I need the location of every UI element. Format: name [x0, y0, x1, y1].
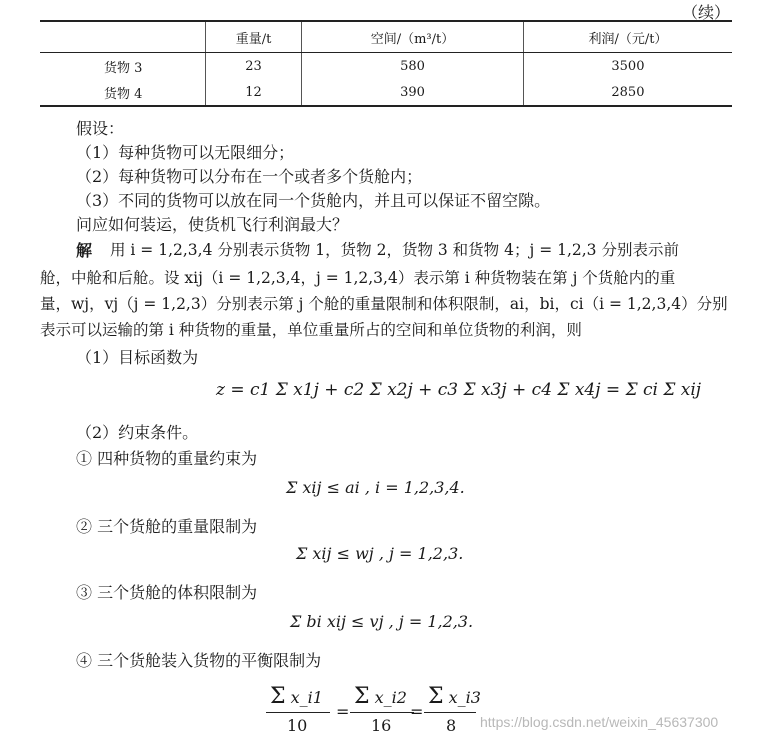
- solution-line: 量，wj，vj（j = 1,2,3）分别表示第 j 个舱的重量限制和体积限制，ai，bi，ci（i = 1,2,3,4）分别: [40, 295, 728, 313]
- continued-label: （续）: [681, 3, 730, 22]
- table-header-row: [40, 21, 732, 53]
- table-cell-profit: 2850: [523, 79, 732, 106]
- table-header-space: 空间/（m³/t）: [302, 21, 524, 53]
- table-cell-space: 390: [302, 79, 524, 106]
- cargo-table: [40, 20, 732, 107]
- table-cell-weight: 12: [206, 79, 302, 106]
- assumptions-title: 假设：: [76, 119, 125, 138]
- fraction-denominator: 16: [371, 716, 392, 735]
- constraint-title: ③ 三个货舱的体积限制为: [76, 583, 258, 602]
- table-cell-name: 货物 4: [40, 79, 206, 106]
- table-row: [40, 79, 732, 106]
- constraint-title: ① 四种货物的重量约束为: [76, 449, 258, 468]
- fraction-numerator: Σ x_i2: [354, 684, 407, 709]
- constraints-title: （2）约束条件。: [76, 423, 199, 442]
- table-cell-name: 货物 3: [104, 60, 143, 76]
- table-header-empty: [40, 21, 206, 53]
- fraction-denominator: 10: [287, 716, 308, 735]
- constraint-title: ④ 三个货舱装入货物的平衡限制为: [76, 651, 322, 670]
- table-header-weight: 重量/t: [206, 21, 302, 53]
- table-cell-weight: 23: [206, 53, 302, 80]
- constraint-title: ② 三个货舱的重量限制为: [76, 517, 258, 536]
- assumption-item: （2）每种货物可以分布在一个或者多个货舱内；: [76, 167, 423, 186]
- watermark-text: https://blog.csdn.net/weixin_45637300: [480, 714, 719, 730]
- objective-title: （1）目标函数为: [76, 348, 199, 367]
- fraction-numerator: Σ x_i3: [428, 684, 481, 709]
- fraction-numerator: Σ x_i1: [270, 684, 323, 709]
- solution-line: 用 i = 1,2,3,4 分别表示货物 1，货物 2，货物 3 和货物 4；j = 1,2,3 分别表示前: [110, 241, 679, 259]
- fraction-bar: [350, 712, 414, 713]
- equals-sign: =: [410, 702, 424, 721]
- fraction-bar: [266, 712, 330, 713]
- assumption-item: （1）每种货物可以无限细分；: [76, 143, 295, 162]
- fraction-denominator: 8: [446, 716, 457, 735]
- solution-line: 舱，中舱和后舱。设 xij（i = 1,2,3,4，j = 1,2,3,4）表示第 i 种货物装在第 j 个货舱内的重: [40, 269, 676, 287]
- constraint-formula: Σ xij ≤ ai , i = 1,2,3,4.: [286, 478, 465, 497]
- equals-sign: =: [336, 702, 350, 721]
- table-row: [40, 53, 732, 80]
- objective-formula: z = c1 Σ x1j + c2 Σ x2j + c3 Σ x3j + c4 Σ x4j = Σ ci Σ xij: [216, 380, 702, 400]
- solution-label: 解: [76, 241, 93, 260]
- question-text: 问应如何装运，使货机飞行利润最大？: [76, 215, 349, 234]
- constraint-formula: Σ bi xij ≤ vj , j = 1,2,3.: [290, 612, 474, 631]
- solution-line: 表示可以运输的第 i 种货物的重量，单位重量所占的空间和单位货物的利润，则: [40, 321, 582, 339]
- constraint-formula: Σ xij ≤ wj , j = 1,2,3.: [296, 544, 464, 563]
- table-cell-space: 580: [302, 53, 524, 80]
- table-cell-profit: 3500: [523, 53, 732, 80]
- fraction-bar: [424, 712, 476, 713]
- assumption-item: （3）不同的货物可以放在同一个货舱内，并且可以保证不留空隙。: [76, 191, 551, 210]
- table-header-profit: 利润/（元/t）: [523, 21, 732, 53]
